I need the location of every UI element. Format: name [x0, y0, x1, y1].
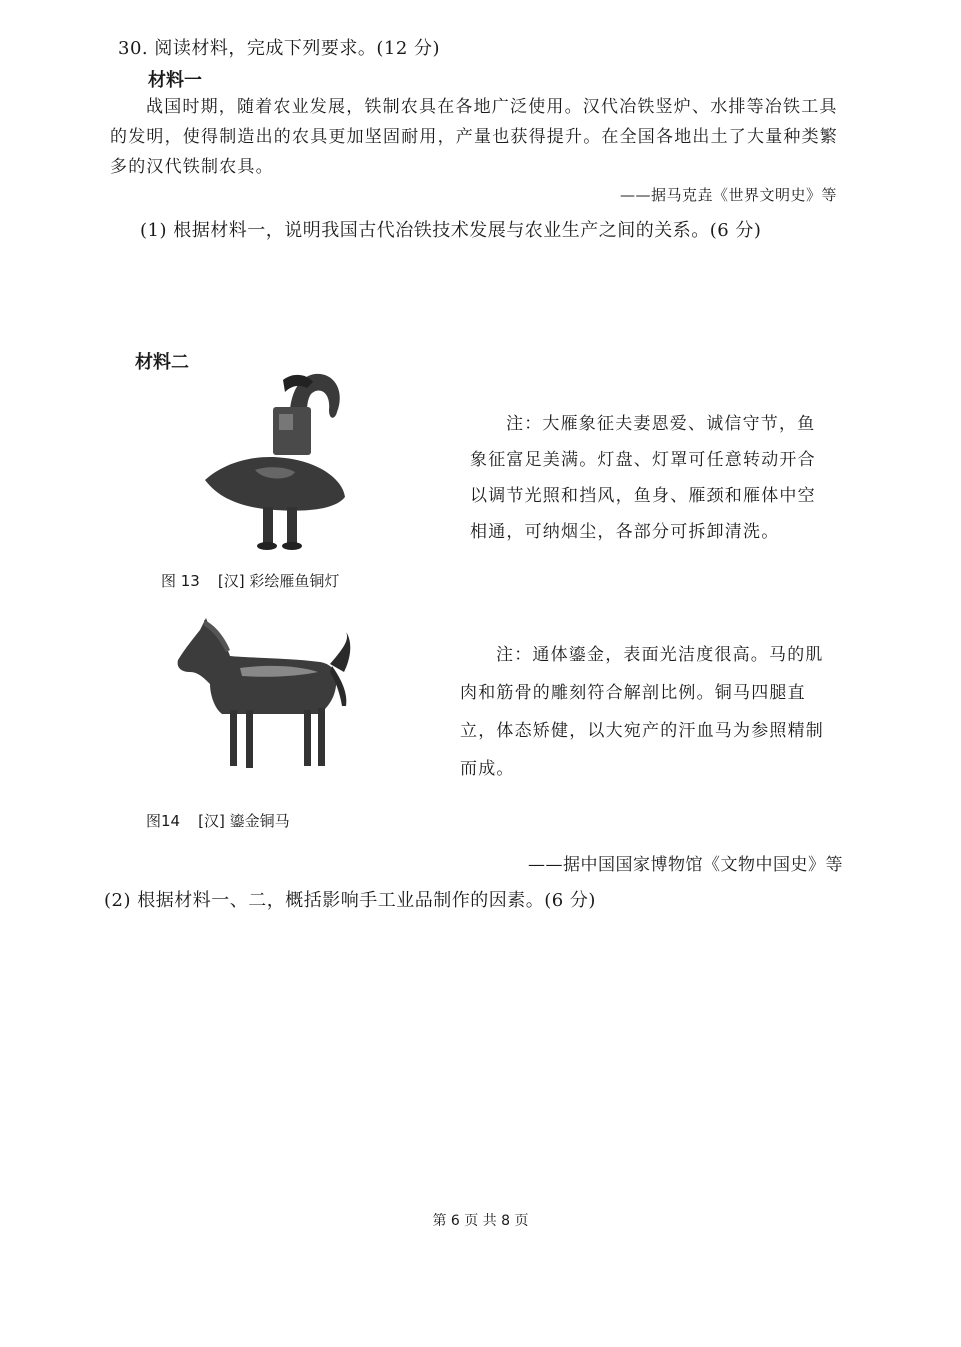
- material1-title: 材料一: [148, 70, 202, 91]
- fig14-note: 注：通体鎏金，表面光洁度很高。马的肌肉和筋骨的雕刻符合解剖比例。铜马四腿直立，体态矫健，以大宛产的汗血马为参照精制而成。: [460, 645, 824, 779]
- material2-title: 材料二: [135, 352, 189, 373]
- question-2: (2) 根据材料一、二，概括影响手工业品制作的因素。(6 分): [104, 890, 596, 911]
- question-1: (1) 根据材料一，说明我国古代冶铁技术发展与农业生产之间的关系。(6 分): [140, 220, 762, 241]
- fig13-caption: [161, 570, 339, 591]
- fig13-note: 注：大雁象征夫妻恩爱、诚信守节，鱼象征富足美满。灯盘、灯罩可任意转动开合以调节光照和挡风，鱼身、雁颈和雁体中空相通，可纳烟尘，各部分可拆卸清洗。: [470, 414, 816, 542]
- goose-fish-lamp-image: [195, 362, 355, 562]
- fig13-name: [汉] 彩绘雁鱼铜灯: [217, 572, 340, 590]
- fig14-label: 图14: [146, 812, 181, 830]
- page-footer: 第 6 页 共 8 页: [432, 1213, 529, 1229]
- material1-text: 战国时期，随着农业发展，铁制农具在各地广泛使用。汉代冶铁竖炉、水排等冶铁工具的发明，使得制造出的农具更加坚固耐用，产量也获得提升。在全国各地出土了大量种类繁多的汉代铁制农具。: [110, 97, 838, 177]
- material2-source: ——据中国国家博物馆《文物中国史》等: [528, 855, 843, 875]
- material1-source: ——据马克垚《世界文明史》等: [619, 186, 837, 204]
- question-title: 30. 阅读材料，完成下列要求。(12 分): [118, 38, 441, 59]
- fig14-name: [汉] 鎏金铜马: [198, 812, 290, 830]
- fig14-caption: [146, 810, 290, 831]
- fig13-label: 图 13: [161, 572, 200, 590]
- gilded-bronze-horse-image: [170, 610, 360, 780]
